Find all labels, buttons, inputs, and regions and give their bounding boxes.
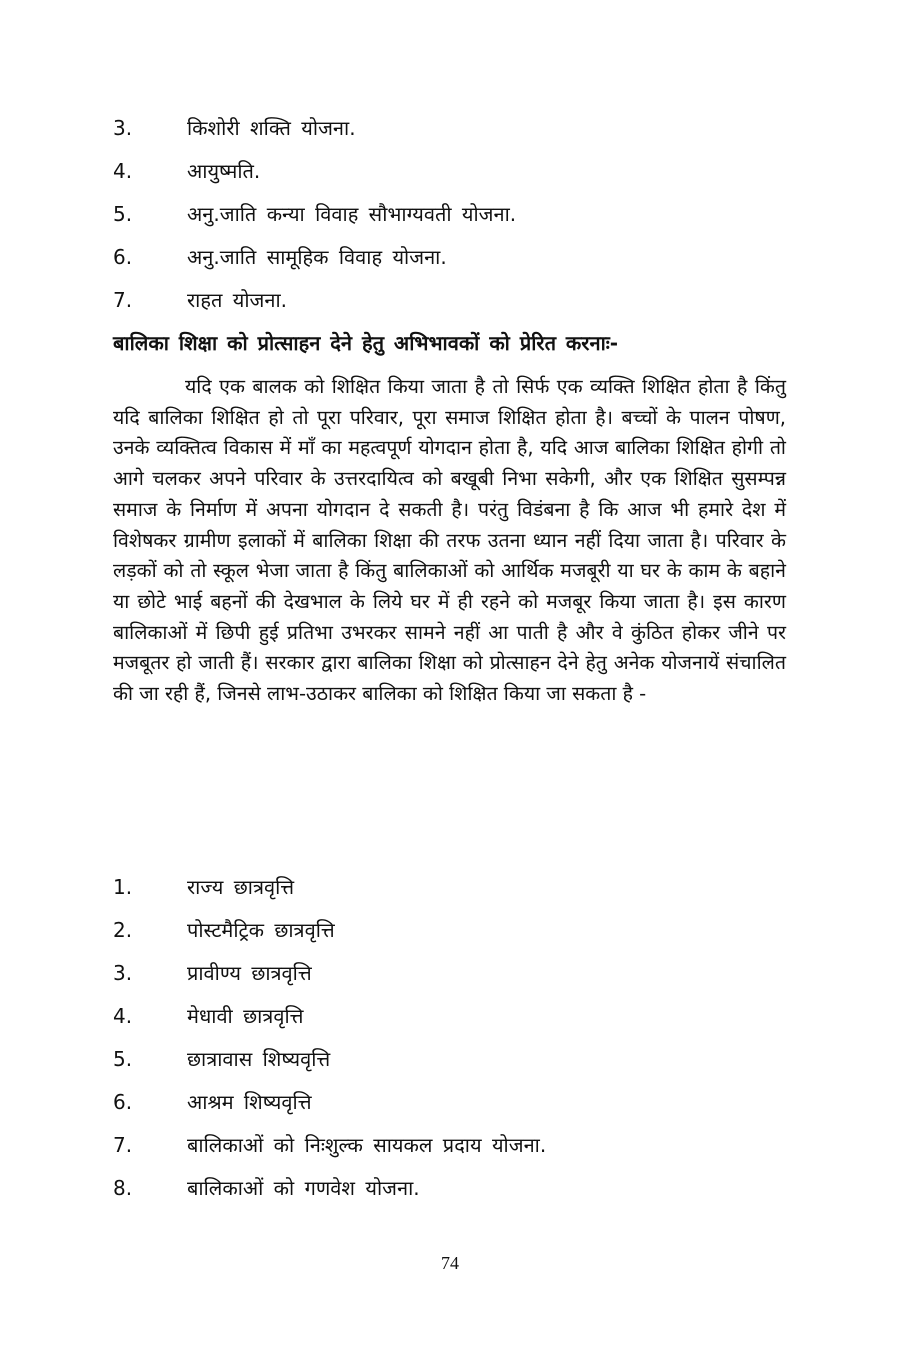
list-item xyxy=(113,1044,793,1087)
list-item-text: अनु.जाति कन्या विवाह सौभाग्यवती योजना. xyxy=(187,202,517,226)
list-item-number: 5. xyxy=(113,1047,133,1071)
list-item-text: किशोरी शक्ति योजना. xyxy=(187,116,356,140)
list-item-number: 4. xyxy=(113,159,133,183)
list-item-number: 1. xyxy=(113,875,133,899)
list-item-number: 5. xyxy=(113,202,133,226)
list-item-text: आश्रम शिष्यवृत्ति xyxy=(187,1090,312,1114)
list-item-text: प्रावीण्य छात्रवृत्ति xyxy=(187,961,312,985)
list-item-text: राहत योजना. xyxy=(187,288,287,312)
list-item-number: 4. xyxy=(113,1004,133,1028)
list-item xyxy=(113,199,793,242)
list-item xyxy=(113,1173,793,1216)
list-item-number: 3. xyxy=(113,961,133,985)
list-item-number: 3. xyxy=(113,116,133,140)
list-item-text: राज्य छात्रवृत्ति xyxy=(187,875,295,899)
list-item xyxy=(113,156,793,199)
scheme-list-bottom xyxy=(113,872,793,1216)
list-item xyxy=(113,1001,793,1044)
list-item-text: बालिकाओं को गणवेश योजना. xyxy=(187,1176,420,1200)
list-item xyxy=(113,285,793,328)
list-item-text: मेधावी छात्रवृत्ति xyxy=(187,1004,304,1028)
list-item-number: 2. xyxy=(113,918,133,942)
list-item xyxy=(113,113,793,156)
list-item-text: पोस्टमैट्रिक छात्रवृत्ति xyxy=(187,918,335,942)
list-item xyxy=(113,242,793,285)
list-item-number: 7. xyxy=(113,288,133,312)
list-item xyxy=(113,915,793,958)
list-item-number: 6. xyxy=(113,245,133,269)
section-heading: बालिका शिक्षा को प्रोत्साहन देने हेतु अभिभावकों को प्रेरित करनाः- xyxy=(113,331,619,355)
scheme-list-top xyxy=(113,113,793,328)
list-item xyxy=(113,958,793,1001)
list-item-text: आयुष्मति. xyxy=(187,159,261,183)
list-item-number: 7. xyxy=(113,1133,133,1157)
list-item-text: छात्रावास शिष्यवृत्ति xyxy=(187,1047,331,1071)
list-item-number: 6. xyxy=(113,1090,133,1114)
list-item xyxy=(113,1130,793,1173)
list-item-text: बालिकाओं को निःशुल्क सायकल प्रदाय योजना. xyxy=(187,1133,547,1157)
list-item xyxy=(113,872,793,915)
list-item-text: अनु.जाति सामूहिक विवाह योजना. xyxy=(187,245,447,269)
list-item xyxy=(113,1087,793,1130)
body-paragraph: यदि एक बालक को शिक्षित किया जाता है तो सिर्फ एक व्यक्ति शिक्षित होता है किंतु यदि बालिका शिक्षित हो तो पूरा परिवार, पूरा समाज शिक्षित होता है। बच्चों के पालन पोषण, उनके व्यक्तित्व विकास में माँ का महत्वपूर्ण योगदान होता है, यदि आज बालिका शिक्षित होगी तो आगे चलकर अपने परिवार के उत्तरदायित्व को बखूबी निभा सकेगी, और एक शिक्षित सुसम्पन्न समाज के निर्माण में अपना योगदान दे सकती है। परंतु विडंबना है कि आज भी हमारे देश में विशेषकर ग्रामीण इलाकों में बालिका शिक्षा की तरफ उतना ध्यान नहीं दिया जाता है। परिवार के लड़कों को तो स्कूल भेजा जाता है किंतु बालिकाओं को आर्थिक मजबूरी या घर के काम के बहाने या छोटे भाई बहनों की देखभाल के लिये घर में ही रहने को मजबूर किया जाता है। इस कारण बालिकाओं में छिपी हुई प्रतिभा उभरकर सामने नहीं आ पाती है और वे कुंठित होकर जीने पर मजबूतर हो जाती हैं। सरकार द्वारा बालिका शिक्षा को प्रोत्साहन देने हेतु अनेक योजनायें संचालित की जा रही हैं, जिनसे लाभ-उठाकर बालिका को शिक्षित किया जा सकता है - xyxy=(113,375,786,706)
page-number: 74 xyxy=(441,1253,459,1273)
list-item-number: 8. xyxy=(113,1176,133,1200)
